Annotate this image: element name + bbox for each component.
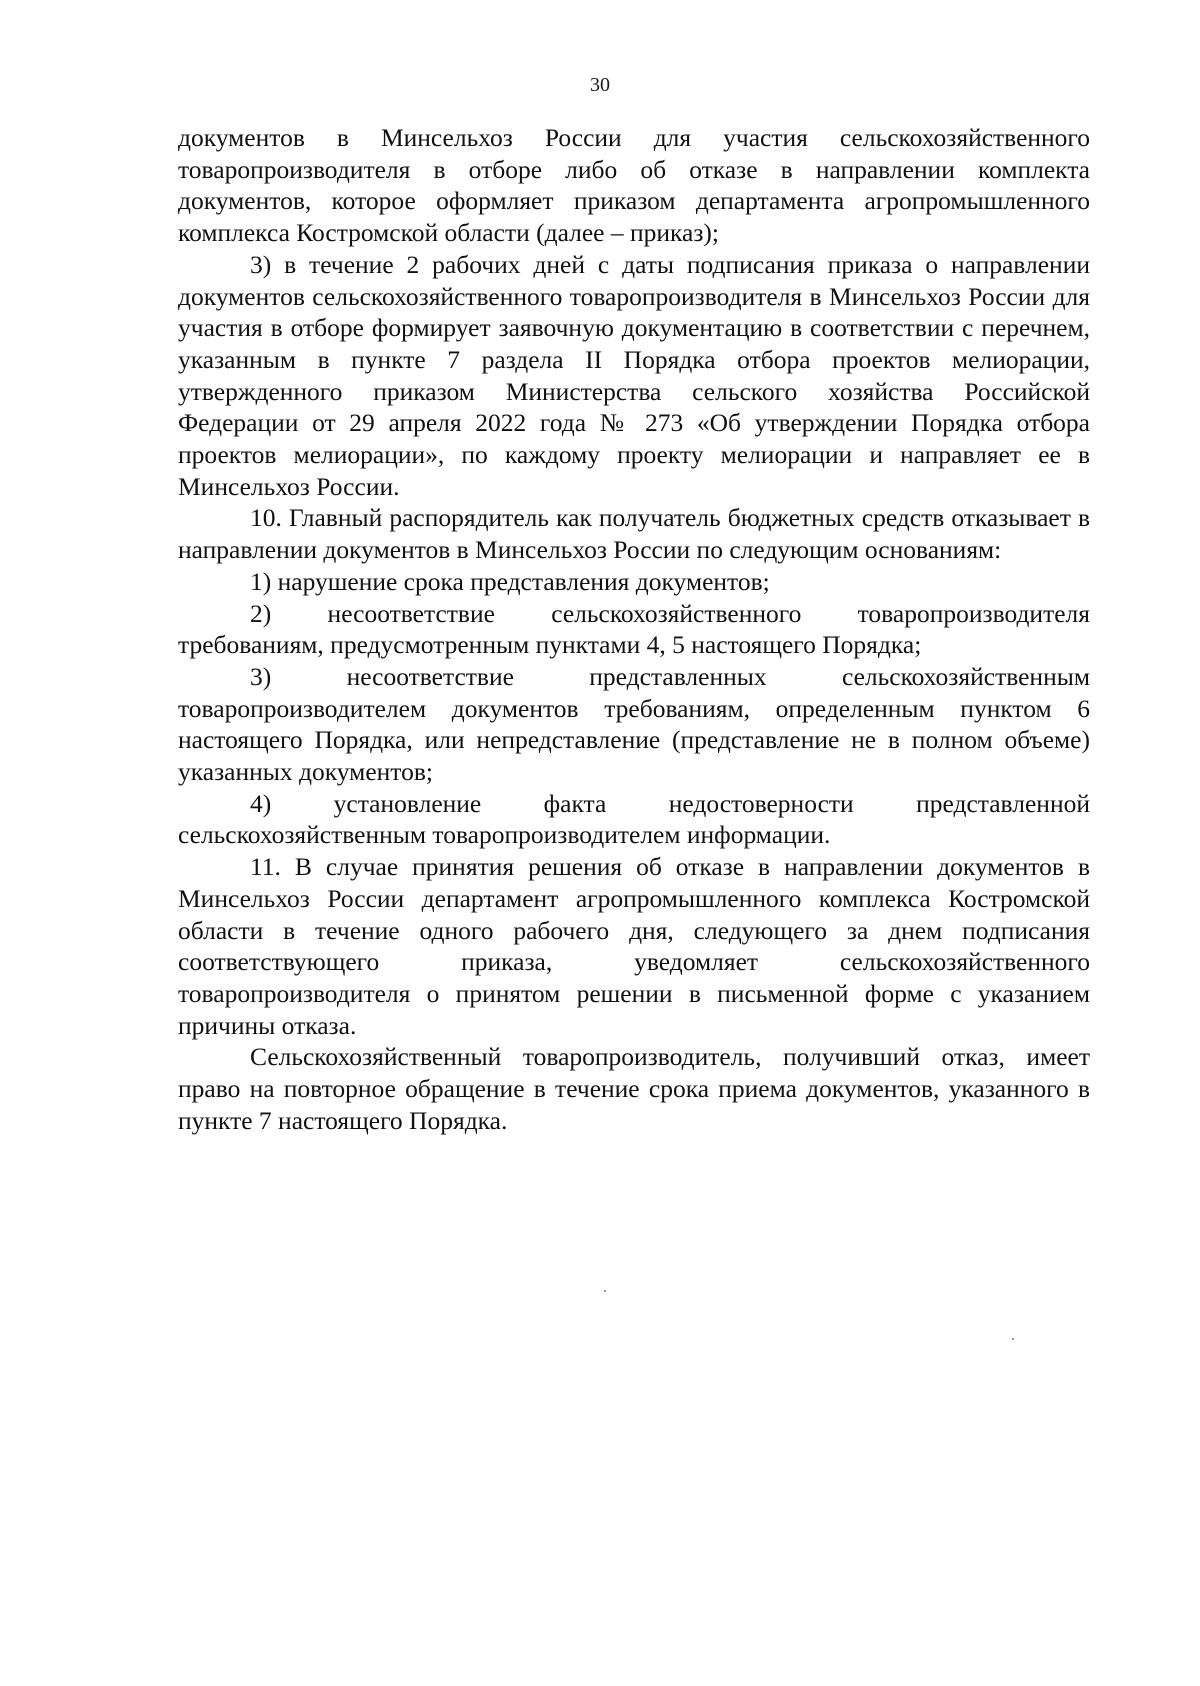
paragraph-ground-1: 1) нарушение срока представления документов; <box>250 566 770 596</box>
page-number: 30 <box>590 74 610 96</box>
paragraph-ground-4: 4) установление факта недостоверности представленной сельскохозяйственным товаропроизводителем информации. <box>178 788 1090 850</box>
paragraph-ground-3: 3) несоответствие представленных сельскохозяйственным товаропроизводителем документов требованиям, определенным пунктом 6 настоящего Порядка, или непредставление (представление не в полном объеме) указанных документов; <box>178 661 1090 787</box>
paragraph-ground-2: 2) несоответствие сельскохозяйственного товаропроизводителя требованиям, предусмотренным пунктами 4, 5 настоящего Порядка; <box>178 598 1090 660</box>
scan-speck <box>604 1290 606 1292</box>
paragraph-item-3: 3) в течение 2 рабочих дней с даты подписания приказа о направлении документов сельскохозяйственного товаропроизводителя в Минсельхоз России для участия в отборе формирует заявочную документацию в соответствии с перечнем, указанным в пункте 7 раздела II Порядка отбора проектов мелиорации, утвержденного приказом Министерства сельского хозяйства Российской Федерации от 29 апреля 2022 года № 273 «Об утверждении Порядка отбора проектов мелиорации», по каждому проекту мелиорации и направляет ее в Минсельхоз России. <box>178 249 1090 501</box>
paragraph-repeat-application: Сельскохозяйственный товаропроизводитель, получивший отказ, имеет право на повторное обращение в течение срока приема документов, указанного в пункте 7 настоящего Порядка. <box>178 1042 1090 1135</box>
document-body <box>178 122 1090 1137</box>
paragraph-clause-10: 10. Главный распорядитель как получатель бюджетных средств отказывает в направлении документов в Минсельхоз России по следующим основаниям: <box>178 503 1090 565</box>
paragraph-clause-11: 11. В случае принятия решения об отказе в направлении документов в Минсельхоз России департамент агропромышленного комплекса Костромской области в течение одного рабочего дня, следующего за днем подписания соответствующего приказа, уведомляет сельскохозяйственного товаропроизводителя о принятом решении в письменной форме с указанием причины отказа. <box>178 852 1090 1040</box>
paragraph-continuation: документов в Минсельхоз России для участия сельскохозяйственного товаропроизводителя в отборе либо об отказе в направлении комплекта документов, которое оформляет приказом департамента агропромышленного комплекса Костромской области (далее – приказ); <box>178 123 1090 248</box>
scan-speck <box>1012 1338 1014 1340</box>
